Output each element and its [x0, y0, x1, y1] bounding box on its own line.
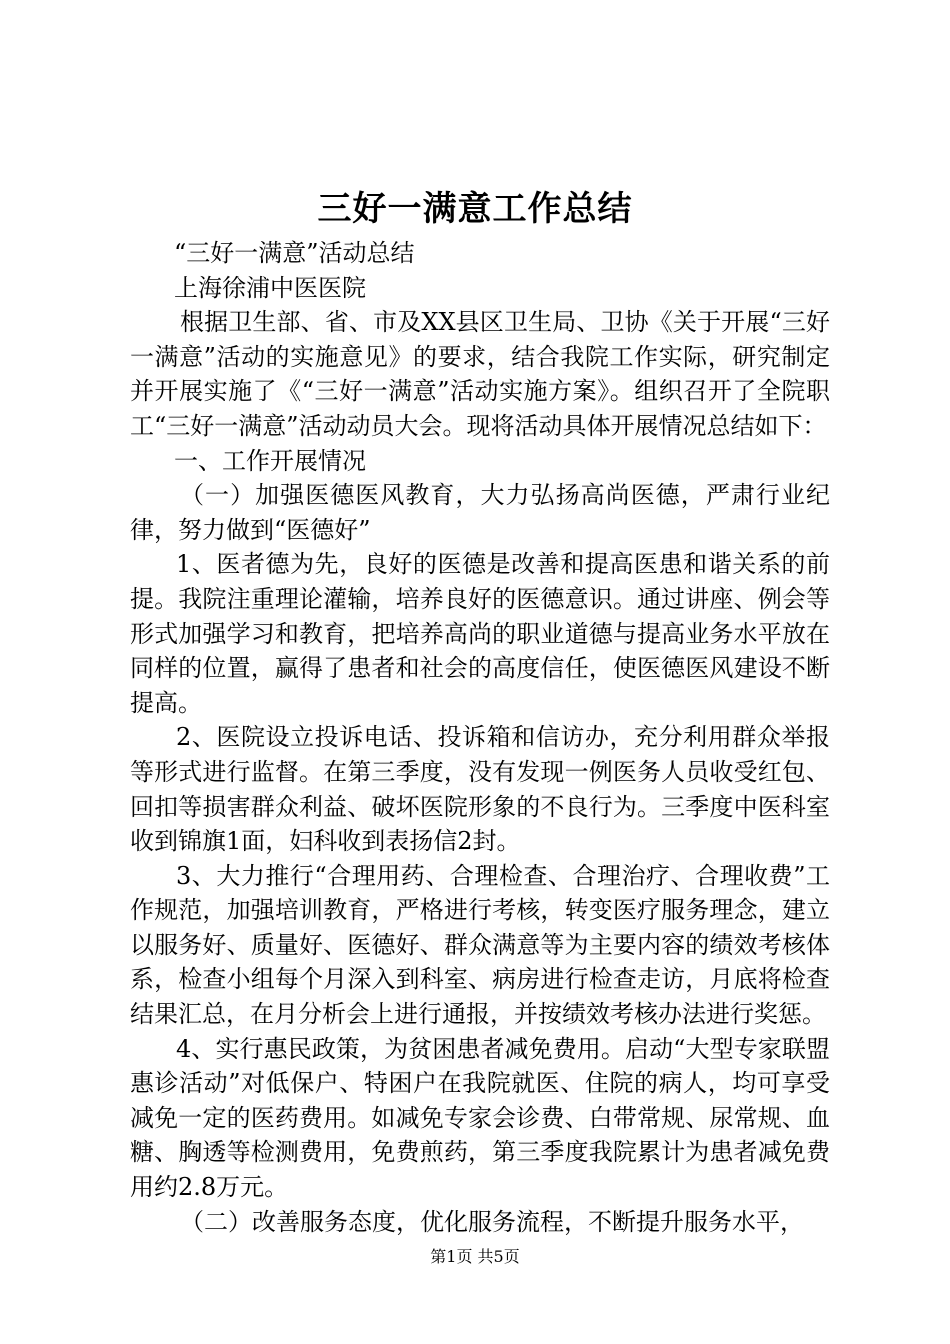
paragraph-hospital-name: 上海徐浦中医医院 — [174, 273, 366, 302]
subsection-heading-service: （二）改善服务态度，优化服务流程，不断提升服务水平， — [180, 1207, 804, 1236]
section-heading-work-status: 一、工作开展情况 — [174, 446, 366, 475]
paragraph-item-3: 3、大力推行“合理用药、合理检查、合理治疗、合理收费”工作规范，加强培训教育，严格进行考核，转变医疗服务理念，建立以服务好、质量好、医德好、群众满意等为主要内容的绩效考核体系，检查小组每个月深入到科室、病房进行检查走访，月底将检查结果汇总，在月分析会上进行通报，并按绩效考核办法进行奖惩。 — [130, 861, 830, 1029]
paragraph-item-1: 1、医者德为先，良好的医德是改善和提高医患和谐关系的前提。我院注重理论灌输，培养良好的医德意识。通过讲座、例会等形式加强学习和教育，把培养高尚的职业道德与提高业务水平放在同样的位置，赢得了患者和社会的高度信任，使医德医风建设不断提高。 — [130, 550, 830, 717]
paragraph-item-2: 2、医院设立投诉电话、投诉箱和信访办，充分利用群众举报等形式进行监督。在第三季度，没有发现一例医务人员收受红包、回扣等损害群众利益、破坏医院形象的不良行为。三季度中医科室收到锦旗1面，妇科收到表扬信2封。 — [130, 723, 830, 856]
page-number-footer: 第1页 共5页 — [430, 1247, 520, 1266]
paragraph-activity-summary-heading: “三好一满意”活动总结 — [174, 239, 415, 267]
paragraph-intro: 根据卫生部、省、市及XX县区卫生局、卫协《关于开展“三好一满意”活动的实施意见》的要求，结合我院工作实际，研究制定并开展实施了《“三好一满意”活动实施方案》。组织召开了全院职工“三好一满意”活动动员大会。现将活动具体开展情况总结如下： — [130, 308, 830, 440]
document-title: 三好一满意工作总结 — [317, 189, 633, 229]
paragraph-item-4: 4、实行惠民政策，为贫困患者减免费用。启动“大型专家联盟惠诊活动”对低保户、特困户在我院就医、住院的病人，均可享受减免一定的医药费用。如减免专家会诊费、白带常规、尿常规、血糖、胸透等检测费用，免费煎药，第三季度我院累计为患者减免费用约2.8万元。 — [130, 1034, 830, 1202]
document-body — [130, 236, 830, 1239]
subsection-heading-medical-ethics: （一）加强医德医风教育，大力弘扬高尚医德，严肃行业纪律，努力做到“医德好” — [130, 481, 830, 544]
